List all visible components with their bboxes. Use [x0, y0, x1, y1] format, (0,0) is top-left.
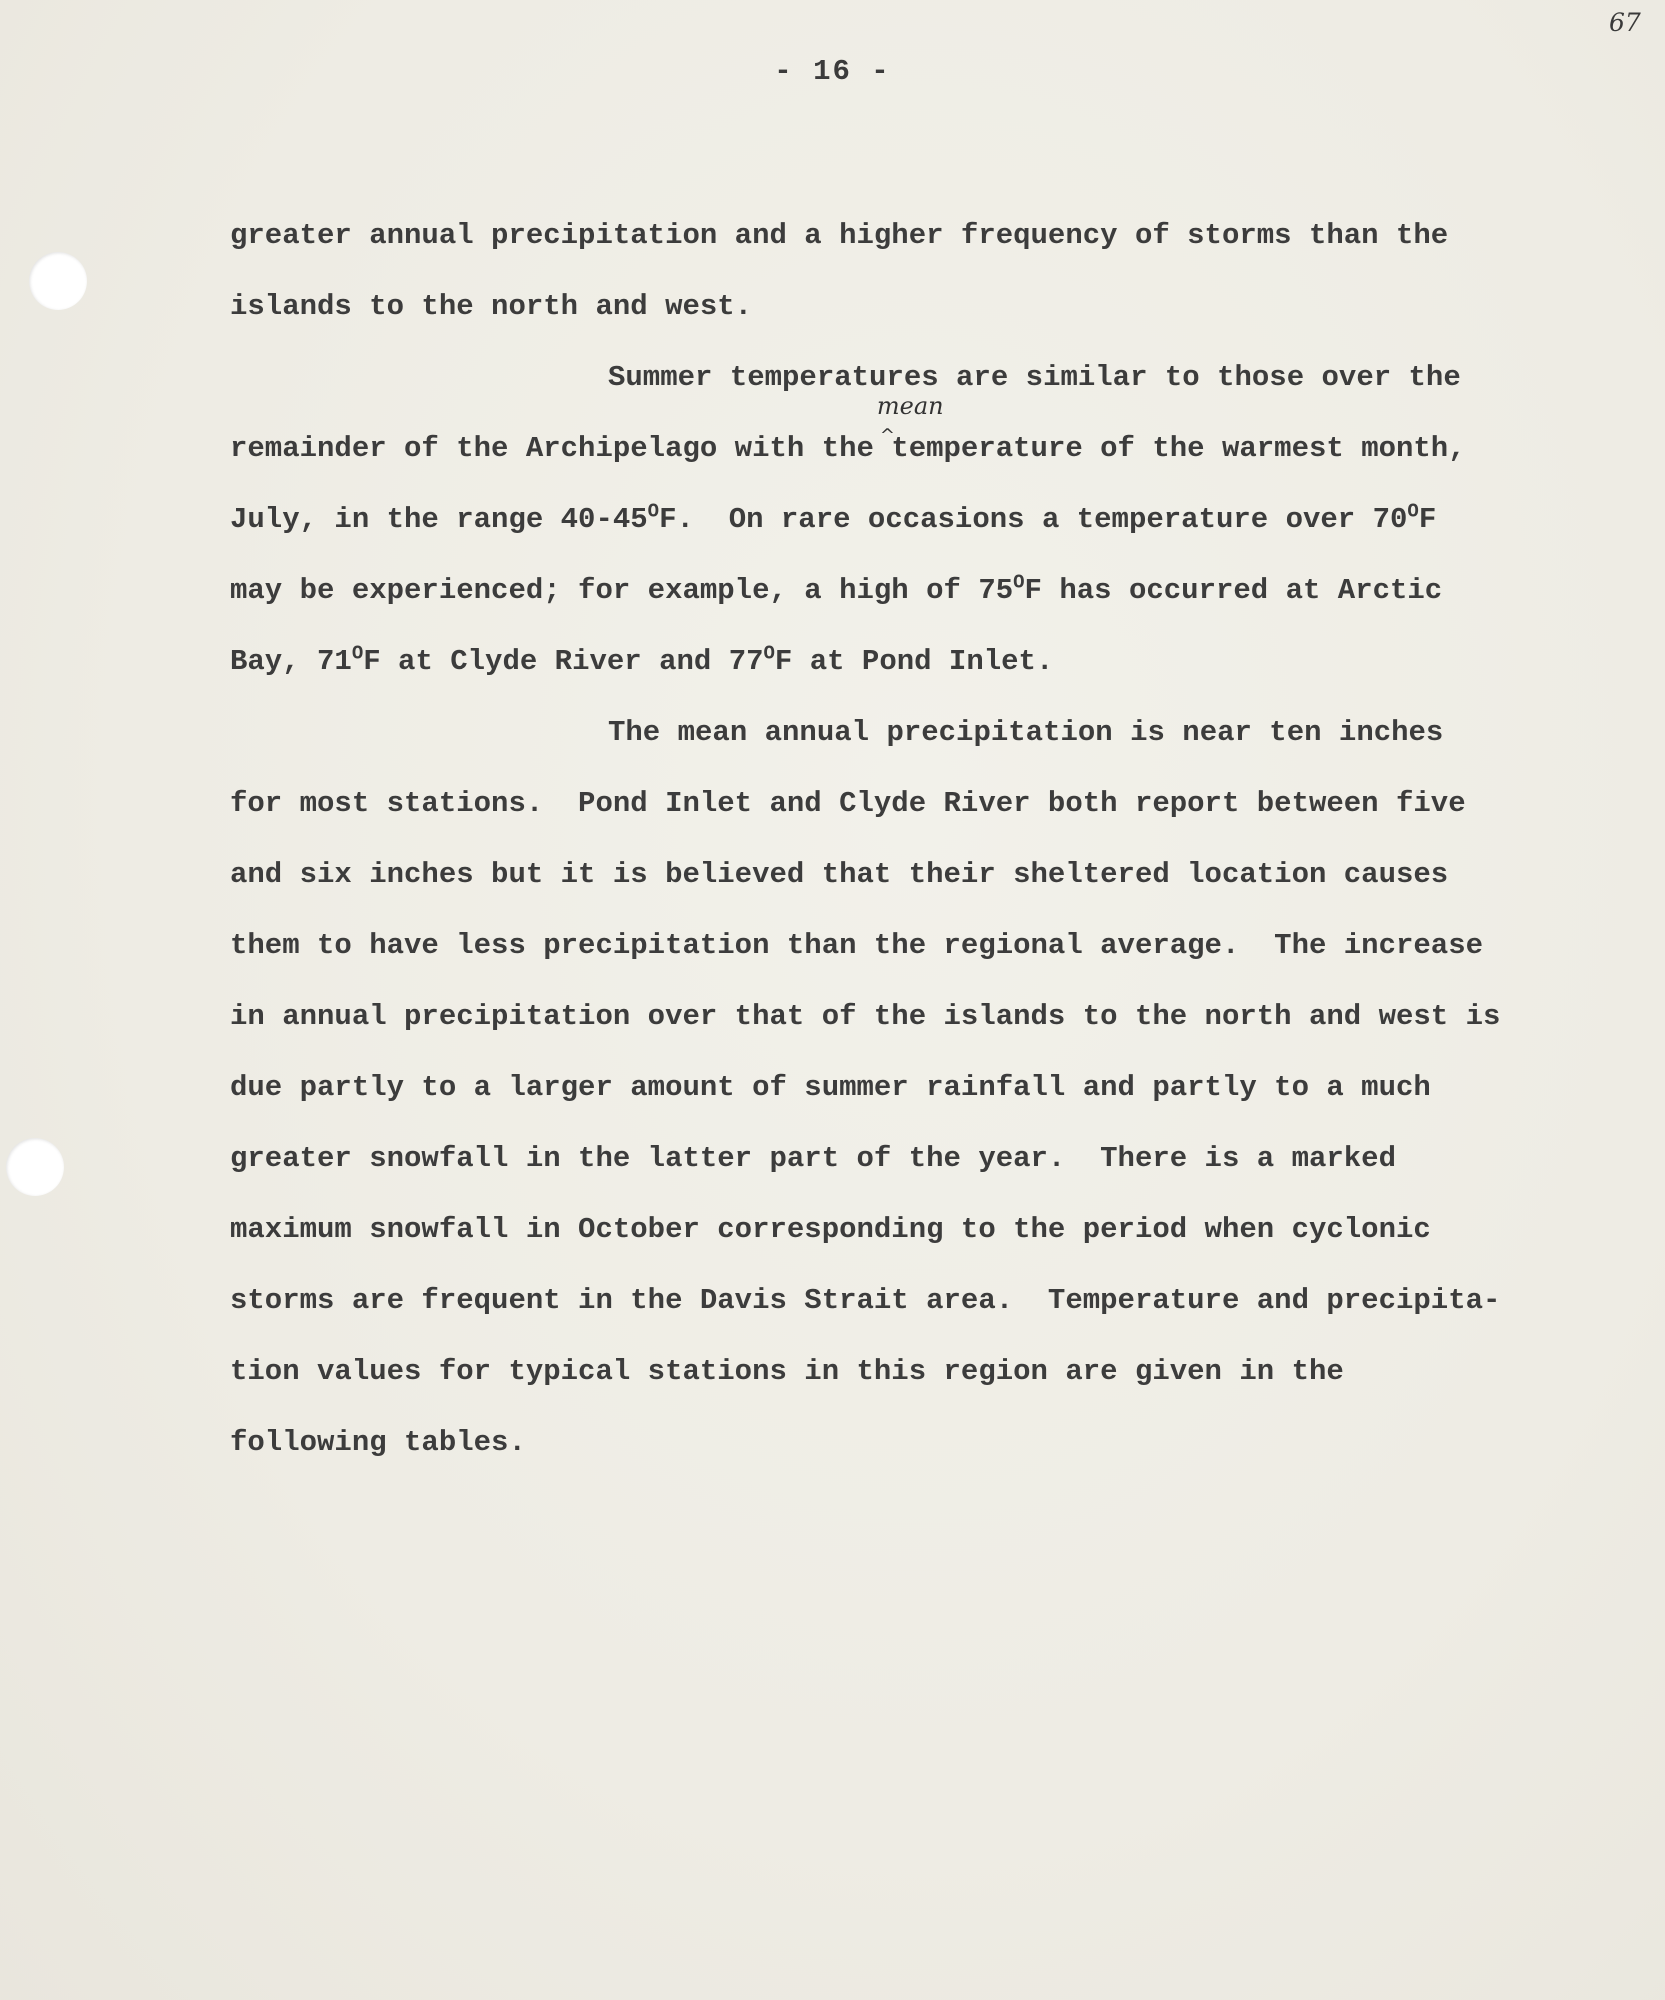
handwritten-insertion	[874, 392, 944, 484]
text-segment: temperature of the warmest month,	[891, 432, 1466, 465]
degree-mark: O	[351, 642, 364, 665]
paragraph-3-line-8: maximum snowfall in October corresponding to the period when cyclonic	[230, 1213, 1431, 1246]
punch-hole-bottom	[6, 1138, 64, 1196]
paragraph-3-line-3: and six inches but it is believed that their sheltered location causes	[230, 858, 1449, 891]
paragraph-1-line-1: greater annual precipitation and a higher frequency of storms than the	[230, 219, 1449, 252]
text-segment: F has occurred at Arctic	[1024, 574, 1443, 607]
paragraph-2-line-4	[230, 555, 1560, 626]
caret-mark: ^	[879, 425, 895, 446]
inserted-word: mean	[876, 392, 944, 420]
degree-mark: O	[1407, 500, 1419, 523]
paragraph-2-line-1: Summer temperatures are similar to those over the	[608, 361, 1461, 394]
paragraph-3-line-10: tion values for typical stations in this region are given in the	[230, 1355, 1344, 1388]
text-segment: F at Pond Inlet.	[774, 645, 1054, 678]
paragraph-1-line-2: islands to the north and west.	[230, 290, 753, 323]
body-text	[230, 200, 1560, 1478]
paragraph-3-line-9: storms are frequent in the Davis Strait area. Temperature and precipita-	[230, 1284, 1501, 1317]
paragraph-2-line-2	[230, 392, 1560, 484]
paragraph-3-line-4: them to have less precipitation than the regional average. The increase	[230, 929, 1484, 962]
degree-mark: O	[1013, 571, 1025, 594]
typed-page-number: - 16 -	[774, 55, 891, 88]
handwritten-page-number: 67	[1609, 8, 1641, 37]
punch-hole-top	[29, 252, 87, 310]
paragraph-2-line-3	[230, 484, 1560, 555]
text-segment: may be experienced; for example, a high of 75	[230, 574, 1014, 607]
text-segment: July, in the range 40-45	[230, 503, 648, 536]
paragraph-3-line-11: following tables.	[230, 1426, 526, 1459]
degree-mark: O	[763, 642, 775, 665]
text-segment: F	[1418, 503, 1437, 536]
paragraph-3-line-1: The mean annual precipitation is near ten inches	[608, 716, 1444, 749]
text-segment: F. On rare occasions a temperature over 70	[659, 503, 1408, 536]
paragraph-2-line-5	[230, 626, 1560, 697]
degree-mark: O	[647, 500, 660, 523]
paragraph-3-line-5: in annual precipitation over that of the islands to the north and west is	[230, 1000, 1501, 1033]
paragraph-3-line-7: greater snowfall in the latter part of the year. There is a marked	[230, 1142, 1396, 1175]
paragraph-3-line-6: due partly to a larger amount of summer rainfall and partly to a much	[230, 1071, 1431, 1104]
paragraph-3-line-2: for most stations. Pond Inlet and Clyde River both report between five	[230, 787, 1466, 820]
text-segment: remainder of the Archipelago with the	[230, 432, 874, 465]
text-segment: Bay, 71	[230, 645, 352, 678]
text-segment: F at Clyde River and 77	[363, 645, 764, 678]
